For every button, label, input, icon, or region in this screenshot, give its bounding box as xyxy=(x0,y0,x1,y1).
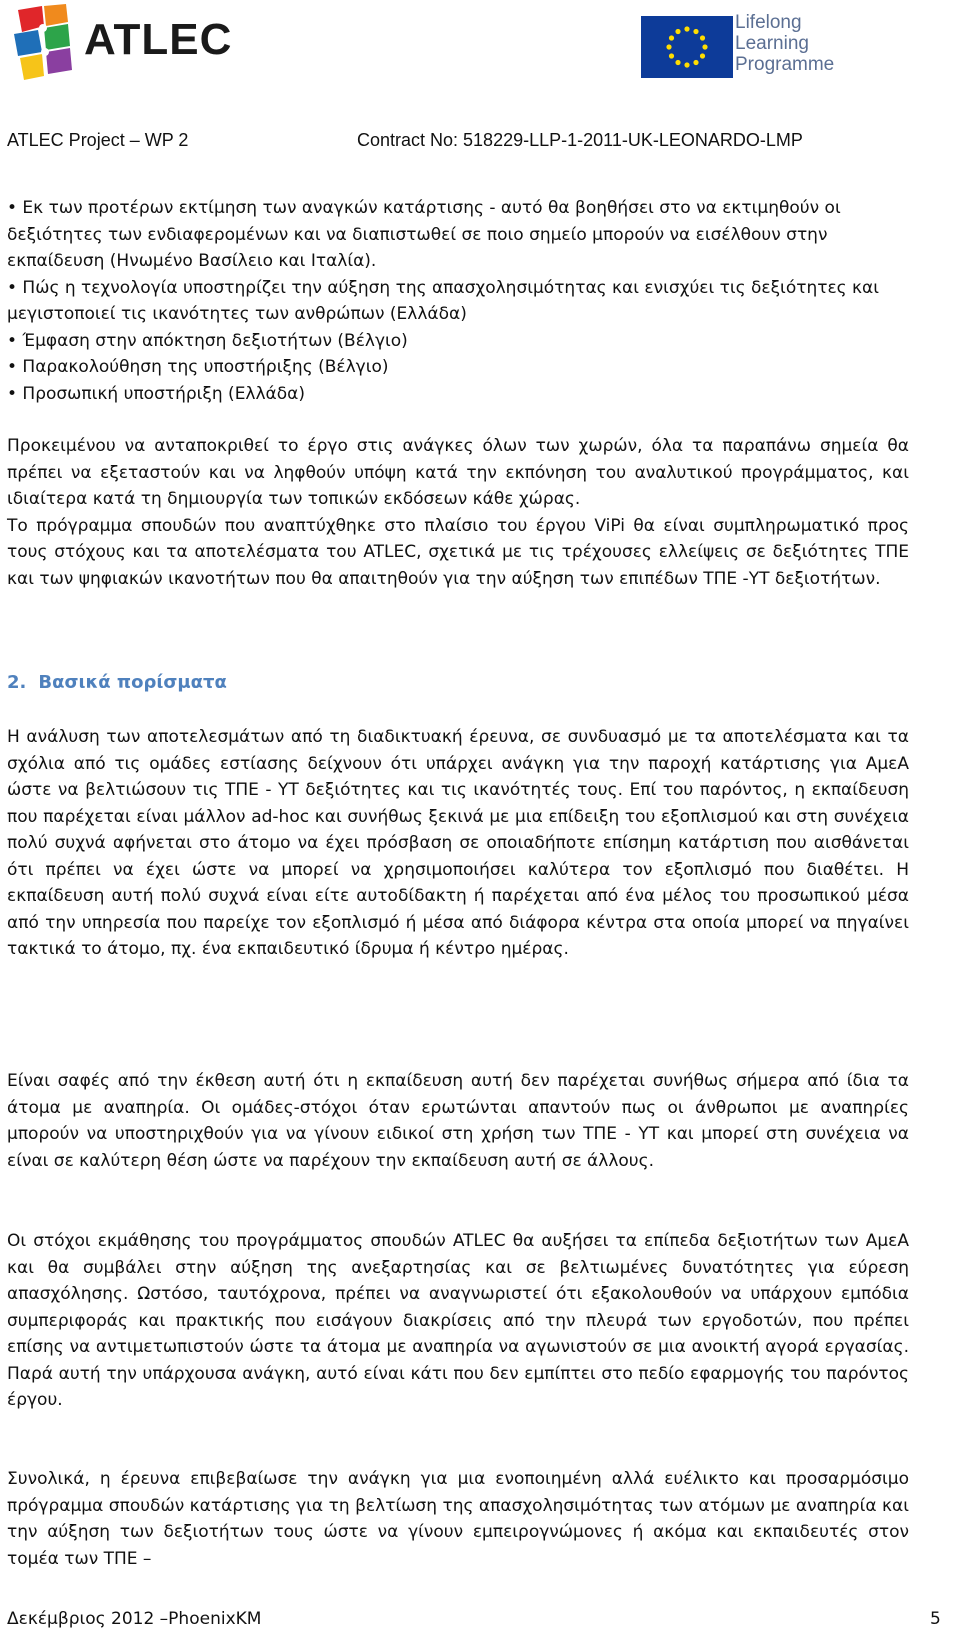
paragraph: Η ανάλυση των αποτελεσμάτων από τη διαδικτυακή έρευνα, σε συνδυασμό με τα αποτελέσματα και τα σχόλια από τις ομάδες εστίασης δείχνουν ότι υπάρχει ανάγκη για την παροχή κατάρτισης για ΑμεΑ ώστε να βελτιώσουν τις ΤΠΕ - ΥΤ δεξιότητες και τις ικανότητές τους. Επί του παρόντος, η εκπαίδευση που παρέχεται είναι μάλλον ad-hoc και συνήθως ξεκινά με μια επίδειξη του εξοπλισμού και στη συνέχεια πολύ συχνά αφήνεται στο άτομο να έχει πρόσβαση σε οποιαδήποτε επίσημη κατάρτιση που αισθάνεται ότι πρέπει να έχει ώστε να μπορεί να χρησιμοποιήσει καλύτερα τον εξοπλισμό που διαθέτει. Η εκπαίδευση αυτή πολύ συχνά είναι είτε αυτοδίδακτη ή παρέχεται από ένα μέλος του προσωπικού μέσα από την υπηρεσία που παρείχε τον εξοπλισμό ή μέσα από διάφορα κέντρα στα οποία μπορεί να πηγαίνει τακτικά το άτομο, πχ. ένα εκπαιδευτικό ίδρυμα ή κέντρο ημέρας. xyxy=(7,727,909,959)
header-project-label: ATLEC Project – WP 2 xyxy=(7,130,189,150)
atlec-wordmark: ATLEC xyxy=(84,15,233,64)
paragraph: Είναι σαφές από την έκθεση αυτή ότι η εκπαίδευση αυτή δεν παρέχεται συνήθως σήμερα από ίδια τα άτομα με αναπηρία. Οι ομάδες-στόχοι όταν ερωτώνται απαντούν πως οι άνθρωποι με αναπηρίες μπορούν να υποστηριχθούν για να γίνουν ειδικοί στη χρήση των ΤΠΕ - ΥΤ και μπορεί στη συνέχεια να είναι σε καλύτερη θέση ώστε να παρέχουν την εκπαίδευση αυτή σε άλλους. xyxy=(7,1071,909,1171)
page-number: 5 xyxy=(930,1609,941,1629)
paragraph-group xyxy=(7,433,909,592)
bullet-item: • Έμφαση στην απόκτηση δεξιοτήτων (Βέλγιο) xyxy=(7,330,408,351)
paragraph-group xyxy=(7,1068,909,1174)
paragraph-group xyxy=(7,1466,909,1572)
eu-flag-icon xyxy=(641,16,733,78)
paragraph: Προκειμένου να ανταποκριθεί το έργο στις ανάγκες όλων των χωρών, όλα τα παραπάνω σημεία θα πρέπει να εξεταστούν και να ληφθούν υπόψη κατά την εκπόνηση του αναλυτικού προγράμματος, και ιδιαίτερα κατά τη δημιουργία των τοπικών εκδόσεων κάθε χώρας. xyxy=(7,436,909,509)
atlec-logo xyxy=(8,2,233,84)
header-contract-number: Contract No: 518229-LLP-1-2011-UK-LEONARDO-LMP xyxy=(357,130,803,150)
paragraph: Το πρόγραμμα σπουδών που αναπτύχθηκε στο πλαίσιο του έργου ViPi θα είναι συμπληρωματικό προς τους στόχους και τα αποτελέσματα του ATLEC, σχετικά με τις τρέχουσες ελλείψεις σε δεξιότητες ΤΠΕ και των ψηφιακών ικανοτήτων που θα απαιτηθούν για την αύξηση των επιπέδων ΤΠΕ -ΥΤ δεξιοτήτων. xyxy=(7,515,909,589)
llp-logo-text xyxy=(735,12,834,75)
paragraph: Συνολικά, η έρευνα επιβεβαίωσε την ανάγκη για μια ενοποιημένη αλλά ευέλικτο και προσαρμόσιμο πρόγραμμα σπουδών κατάρτισης για τη βελτίωση της απασχολησιμότητας των ατόμων με αναπηρία και την αύξηση των δεξιοτήτων τους ώστε να γίνουν εμπειρογνώμονες ή ακόμα και εκπαιδευτές στον τομέα των ΤΠΕ – xyxy=(7,1469,909,1569)
footer-date-author: Δεκέμβριος 2012 –PhoenixKM xyxy=(7,1609,262,1629)
llp-line: Lifelong xyxy=(735,12,802,33)
paragraph: Οι στόχοι εκμάθησης του προγράμματος σπουδών ATLEC θα αυξήσει τα επίπεδα δεξιοτήτων των ΑμεΑ και θα συμβάλει στην αύξηση της ανεξαρτησίας και σε βελτιωμένες δυνατότητες για εύρεση απασχόλησης. Ωστόσο, ταυτόχρονα, πρέπει να αναγνωριστεί ότι εξακολουθούν να υπάρχουν εμπόδια συμπεριφοράς και πρακτικής που εισάγουν διακρίσεις από την πλευρά των εργοδοτών, που πρέπει επίσης να αντιμετωπιστούν ώστε τα άτομα με αναπηρία να αγωνιστούν σε μια ανοικτή αγορά εργασίας. Παρά αυτή την υπάρχουσα ανάγκη, αυτό είναι κάτι που δεν εμπίπτει στο πεδίο εφαρμογής του παρόντος έργου. xyxy=(7,1231,909,1410)
section-title: Βασικά πορίσματα xyxy=(38,672,227,693)
section-number: 2. xyxy=(7,672,27,693)
llp-line: Learning xyxy=(735,33,809,54)
bullet-item: • Προσωπική υποστήριξη (Ελλάδα) xyxy=(7,383,305,404)
bullet-list xyxy=(7,195,909,407)
lifelong-learning-programme-logo xyxy=(641,12,861,80)
paragraph-group xyxy=(7,724,909,963)
paragraph-group xyxy=(7,1228,909,1414)
bullet-item: • Παρακολούθηση της υποστήριξης (Βέλγιο) xyxy=(7,357,389,377)
llp-line: Programme xyxy=(735,54,835,75)
section-heading xyxy=(7,672,227,693)
bullet-item: • Πώς η τεχνολογία υποστηρίζει την αύξηση της απασχολησιμότητας και ενισχύει τις δεξιότητες και μεγιστοποιεί τις ικανότητες των ανθρώπων (Ελλάδα) xyxy=(7,277,880,324)
bullet-item: • Εκ των προτέρων εκτίμηση των αναγκών κατάρτισης - αυτό θα βοηθήσει στο να εκτιμηθούν οι δεξιότητες των ενδιαφερομένων και να διαπιστωθεί σε ποιο σημείο μπορούν να εισέλθουν στην εκπαίδευση (Ηνωμένο Βασίλειο και Ιταλία). xyxy=(7,198,841,271)
atlec-puzzle-emblem-icon xyxy=(8,2,86,82)
